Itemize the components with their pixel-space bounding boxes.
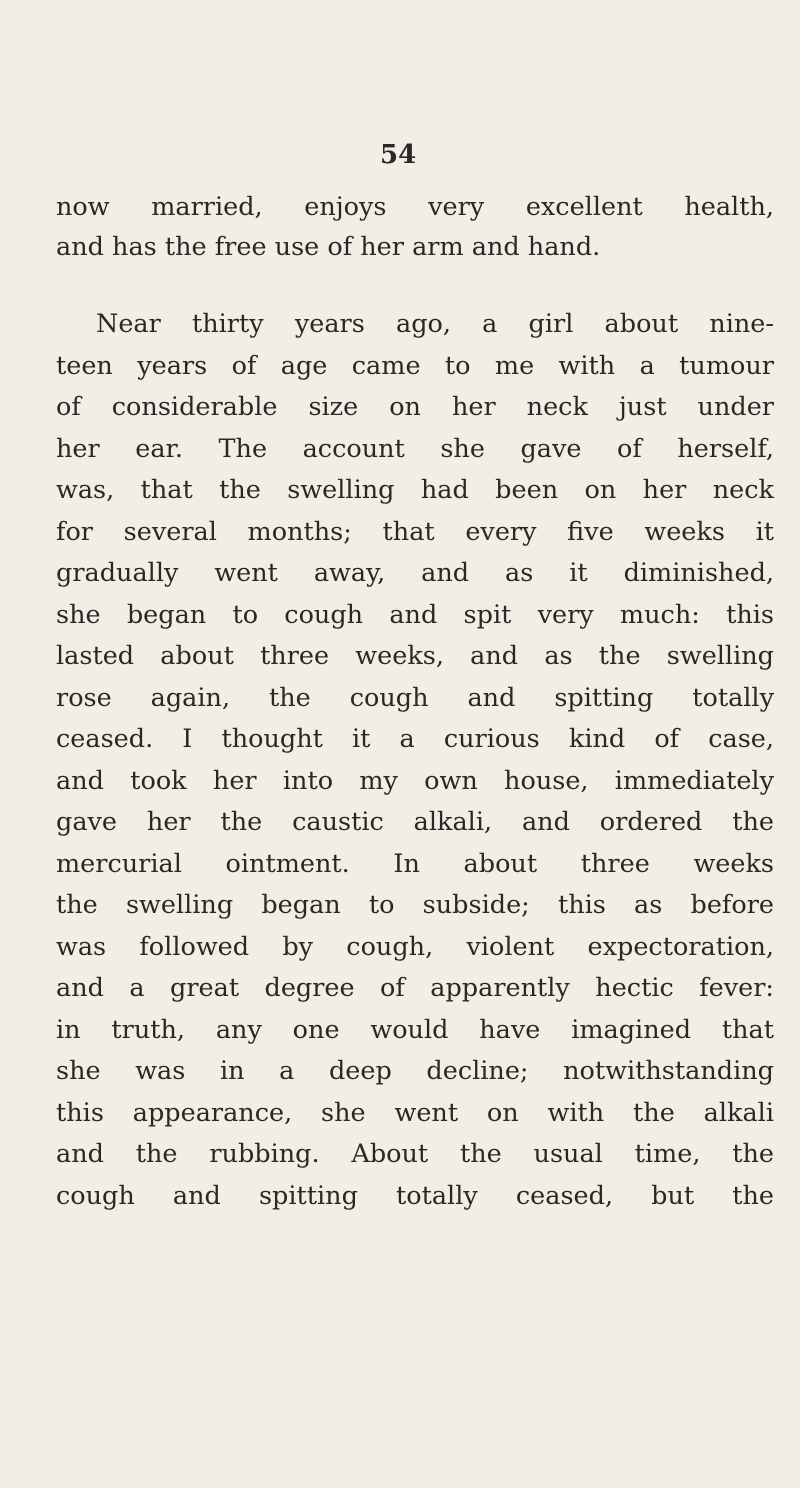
text-line: for several months; that every five weeks it bbox=[56, 516, 774, 547]
text-line: in truth, any one would have imagined that bbox=[56, 1014, 774, 1045]
paragraph-case-report bbox=[56, 304, 774, 1217]
text-line: ceased. I thought it a curious kind of case, bbox=[56, 724, 774, 754]
text-line: and has the free use of her arm and hand. bbox=[56, 231, 601, 262]
text-line: teen years of age came to me with a tumour bbox=[56, 350, 774, 381]
text-line: cough and spitting totally ceased, but the bbox=[56, 1180, 774, 1211]
text-line: and the rubbing. About the usual time, the bbox=[56, 1139, 774, 1169]
text-line: gradually went away, and as it diminished, bbox=[56, 558, 774, 588]
text-line: the swelling began to subside; this as before bbox=[56, 890, 774, 920]
text-line: this appearance, she went on with the alkali bbox=[56, 1097, 774, 1128]
text-line: of considerable size on her neck just under bbox=[56, 392, 774, 422]
text-line: now married, enjoys very excellent health, bbox=[56, 192, 774, 222]
text-line: and took her into my own house, immediately bbox=[56, 765, 774, 796]
page-number: 54 bbox=[380, 140, 417, 170]
paragraph-continued bbox=[56, 188, 774, 267]
text-line: was, that the swelling had been on her neck bbox=[56, 475, 774, 505]
text-line: and a great degree of apparently hectic fever: bbox=[56, 973, 774, 1003]
text-line: mercurial ointment. In about three weeks bbox=[56, 848, 774, 879]
text-line: she began to cough and spit very much: this bbox=[56, 599, 774, 630]
text-line: gave her the caustic alkali, and ordered the bbox=[56, 807, 774, 837]
text-line: rose again, the cough and spitting totally bbox=[56, 682, 774, 713]
text-line: was followed by cough, violent expectoration, bbox=[56, 931, 774, 962]
text-line: she was in a deep decline; notwithstanding bbox=[56, 1056, 774, 1086]
text-line: her ear. The account she gave of herself, bbox=[56, 433, 774, 464]
text-line: lasted about three weeks, and as the swelling bbox=[56, 641, 774, 671]
text-line: Near thirty years ago, a girl about nine- bbox=[96, 309, 774, 339]
